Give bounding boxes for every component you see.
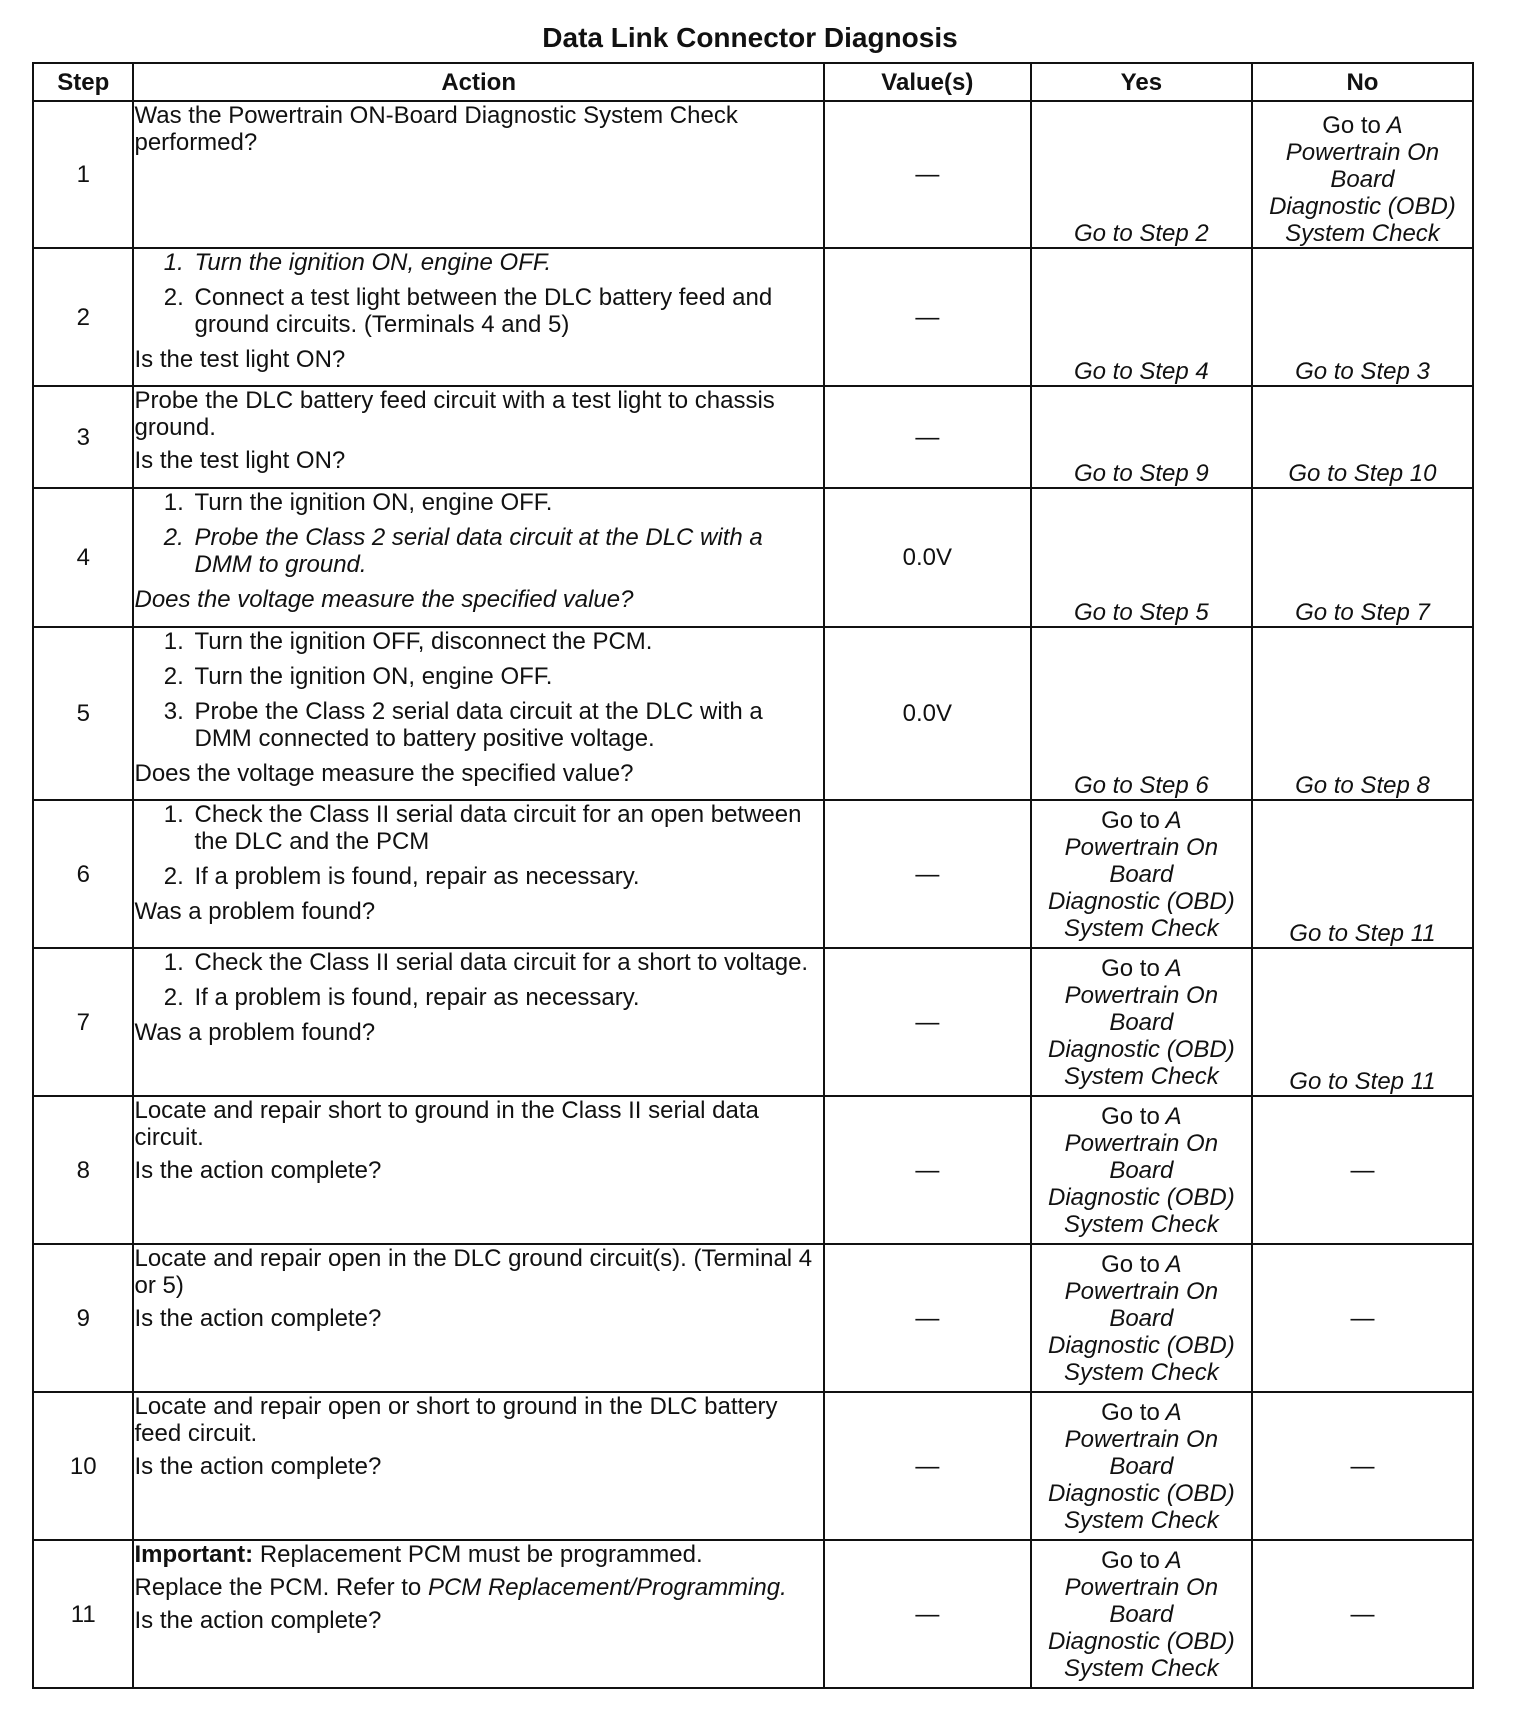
no-cell <box>1252 1540 1473 1688</box>
table-row <box>33 1244 1473 1392</box>
yes-cell <box>1031 1244 1252 1392</box>
action-text: Locate and repair open in the DLC ground circuit(s). (Terminal 4 or 5) <box>134 1245 813 1299</box>
question-text: Is the test light ON? <box>134 346 346 373</box>
obd-line: System Check <box>1064 1506 1219 1534</box>
no-cell: Go to Step 10 <box>1252 386 1473 488</box>
obd-line: System Check <box>1285 220 1440 247</box>
no-cell <box>1252 1096 1473 1244</box>
obd-check-ref <box>1032 1103 1251 1130</box>
action-cell <box>133 488 823 627</box>
value-cell: — <box>824 1244 1031 1392</box>
no-dash: — <box>1350 1156 1375 1184</box>
action-cell <box>133 386 823 488</box>
obd-line: System Check <box>1064 1358 1219 1386</box>
no-cell: Go to Step 3 <box>1252 248 1473 386</box>
action-cell <box>133 800 823 948</box>
action-cell <box>133 627 823 800</box>
ref-letter: A <box>1165 806 1182 834</box>
no-dash: — <box>1350 1600 1375 1628</box>
obd-line: System Check <box>1064 1654 1219 1682</box>
table-row <box>33 488 1473 627</box>
substep-list <box>134 949 822 1011</box>
important-text: Replacement PCM must be programmed. <box>259 1541 703 1568</box>
yes-cell <box>1031 1392 1252 1540</box>
step-number: 7 <box>33 948 133 1096</box>
go-to-text: Go to <box>1101 954 1160 982</box>
table-row <box>33 800 1473 948</box>
substep: 1. Check the Class II serial data circuit for a short to voltage. <box>190 949 822 976</box>
substep: 2. If a problem is found, repair as necessary. <box>190 984 822 1011</box>
action-cell <box>133 1540 823 1688</box>
value-cell: 0.0V <box>824 488 1031 627</box>
header-yes: Yes <box>1031 63 1252 101</box>
diagnosis-table <box>32 62 1474 1689</box>
obd-line: System Check <box>1064 1210 1219 1238</box>
obd-line: Board <box>1109 1452 1174 1480</box>
action-cell <box>133 248 823 386</box>
action-cell <box>133 1392 823 1540</box>
substep: 1. Check the Class II serial data circuit for an open between the DLC and the PCM <box>190 801 822 855</box>
page-title: Data Link Connector Diagnosis <box>542 22 958 53</box>
obd-check-ref <box>1032 807 1251 834</box>
no-cell: Go to Step 11 <box>1252 800 1473 948</box>
step-number: 3 <box>33 386 133 488</box>
go-to-text: Go to <box>1322 112 1381 139</box>
header-no: No <box>1252 63 1473 101</box>
obd-line: Diagnostic (OBD) <box>1048 1627 1235 1655</box>
important-label: Important: <box>134 1541 254 1568</box>
table-row <box>33 1392 1473 1540</box>
question-text: Was a problem found? <box>134 898 376 925</box>
obd-line: Board <box>1330 166 1395 193</box>
step-number: 6 <box>33 800 133 948</box>
go-to-text: Go to <box>1101 1102 1160 1130</box>
obd-line: Diagnostic (OBD) <box>1048 1183 1235 1211</box>
obd-line: Board <box>1109 1008 1174 1036</box>
obd-line: Board <box>1109 1304 1174 1332</box>
substep: 2. Connect a test light between the DLC battery feed and ground circuits. (Terminals 4 and 5) <box>190 284 822 338</box>
value-cell: — <box>824 1540 1031 1688</box>
table-row <box>33 101 1473 248</box>
question-text: Was a problem found? <box>134 1019 376 1046</box>
yes-cell <box>1031 1540 1252 1688</box>
value-cell: — <box>824 948 1031 1096</box>
step-number: 2 <box>33 248 133 386</box>
obd-check-ref <box>1253 112 1472 139</box>
substep: 2. Turn the ignition ON, engine OFF. <box>190 663 822 690</box>
step-number: 10 <box>33 1392 133 1540</box>
step-number: 11 <box>33 1540 133 1688</box>
no-cell <box>1252 1244 1473 1392</box>
obd-line: Powertrain On <box>1064 833 1219 861</box>
action-cell <box>133 101 823 248</box>
yes-cell: Go to Step 5 <box>1031 488 1252 627</box>
header-values: Value(s) <box>824 63 1031 101</box>
substep-list <box>134 249 822 338</box>
obd-line: Powertrain On <box>1064 1425 1219 1453</box>
obd-line: System Check <box>1064 1062 1219 1090</box>
action-text: Locate and repair open or short to ground in the DLC battery feed circuit. <box>134 1393 778 1447</box>
action-cell <box>133 1244 823 1392</box>
substep: 2. Probe the Class 2 serial data circuit at the DLC with a DMM to ground. <box>190 524 822 578</box>
yes-cell: Go to Step 4 <box>1031 248 1252 386</box>
ref-letter: A <box>1165 1102 1182 1130</box>
obd-line: Powertrain On <box>1285 139 1440 166</box>
yes-cell <box>1031 948 1252 1096</box>
step-number: 5 <box>33 627 133 800</box>
obd-check-ref <box>1032 955 1251 982</box>
yes-cell <box>1031 800 1252 948</box>
value-cell: 0.0V <box>824 627 1031 800</box>
question-text: Is the action complete? <box>134 1305 382 1332</box>
step-number: 4 <box>33 488 133 627</box>
no-dash: — <box>1350 1452 1375 1480</box>
ref-letter: A <box>1386 112 1403 139</box>
value-cell: — <box>824 800 1031 948</box>
header-step: Step <box>33 63 133 101</box>
obd-line: Diagnostic (OBD) <box>1269 193 1456 220</box>
no-dash: — <box>1350 1304 1375 1332</box>
action-text: Replace the PCM. Refer to <box>134 1574 422 1601</box>
question-text: Is the action complete? <box>134 1607 382 1634</box>
obd-line: Diagnostic (OBD) <box>1048 1331 1235 1359</box>
go-to-text: Go to <box>1101 1398 1160 1426</box>
question-text: Is the action complete? <box>134 1157 382 1184</box>
action-text: Locate and repair short to ground in the Class II serial data circuit. <box>134 1097 759 1151</box>
action-text-wrap <box>134 1574 822 1601</box>
obd-line: Diagnostic (OBD) <box>1048 1479 1235 1507</box>
value-cell: — <box>824 1096 1031 1244</box>
header-action: Action <box>133 63 823 101</box>
substep: 3. Probe the Class 2 serial data circuit at the DLC with a DMM connected to battery positive voltage. <box>190 698 822 752</box>
obd-check-ref <box>1032 1399 1251 1426</box>
yes-cell: Go to Step 6 <box>1031 627 1252 800</box>
obd-line: Powertrain On <box>1064 1573 1219 1601</box>
value-cell: — <box>824 1392 1031 1540</box>
question-text: Is the action complete? <box>134 1453 382 1480</box>
substep: 2. If a problem is found, repair as necessary. <box>190 863 822 890</box>
obd-line: Powertrain On <box>1064 981 1219 1009</box>
substep: 1. Turn the ignition OFF, disconnect the PCM. <box>190 628 822 655</box>
action-cell <box>133 1096 823 1244</box>
no-cell: Go to Step 11 <box>1252 948 1473 1096</box>
obd-line: System Check <box>1064 914 1219 942</box>
table-row <box>33 386 1473 488</box>
header-row <box>33 63 1473 101</box>
substep: 1. Turn the ignition ON, engine OFF. <box>190 249 822 276</box>
go-to-text: Go to <box>1101 1546 1160 1574</box>
question-text: Does the voltage measure the specified value? <box>134 586 634 613</box>
important-note <box>134 1541 822 1568</box>
action-text: Probe the DLC battery feed circuit with a test light to chassis ground. <box>134 387 775 441</box>
obd-line: Board <box>1109 860 1174 888</box>
substep-list <box>134 628 822 752</box>
go-to-text: Go to <box>1101 1250 1160 1278</box>
ref-letter: A <box>1165 954 1182 982</box>
yes-cell <box>1031 1096 1252 1244</box>
value-cell: — <box>824 101 1031 248</box>
table-row <box>33 627 1473 800</box>
reference-link: PCM Replacement/Programming. <box>427 1574 787 1601</box>
substep-list <box>134 801 822 890</box>
no-cell <box>1252 101 1473 248</box>
obd-line: Board <box>1109 1156 1174 1184</box>
obd-check-ref <box>1032 1251 1251 1278</box>
step-number: 9 <box>33 1244 133 1392</box>
value-cell: — <box>824 248 1031 386</box>
ref-letter: A <box>1165 1546 1182 1574</box>
no-cell: Go to Step 8 <box>1252 627 1473 800</box>
obd-check-ref <box>1032 1547 1251 1574</box>
table-row <box>33 1540 1473 1688</box>
substep: 1. Turn the ignition ON, engine OFF. <box>190 489 822 516</box>
obd-line: Powertrain On <box>1064 1129 1219 1157</box>
ref-letter: A <box>1165 1250 1182 1278</box>
question-text: Does the voltage measure the specified value? <box>134 760 634 787</box>
no-cell: Go to Step 7 <box>1252 488 1473 627</box>
table-row <box>33 248 1473 386</box>
action-cell <box>133 948 823 1096</box>
no-cell <box>1252 1392 1473 1540</box>
step-number: 8 <box>33 1096 133 1244</box>
value-cell: — <box>824 386 1031 488</box>
ref-letter: A <box>1165 1398 1182 1426</box>
action-text: Was the Powertrain ON-Board Diagnostic System Check performed? <box>134 102 738 156</box>
substep-list <box>134 489 822 578</box>
question-text: Is the test light ON? <box>134 447 346 474</box>
obd-line: Powertrain On <box>1064 1277 1219 1305</box>
obd-line: Diagnostic (OBD) <box>1048 1035 1235 1063</box>
yes-cell: Go to Step 2 <box>1031 101 1252 248</box>
table-row <box>33 948 1473 1096</box>
table-row <box>33 1096 1473 1244</box>
go-to-text: Go to <box>1101 806 1160 834</box>
yes-cell: Go to Step 9 <box>1031 386 1252 488</box>
obd-line: Diagnostic (OBD) <box>1048 887 1235 915</box>
obd-line: Board <box>1109 1600 1174 1628</box>
step-number: 1 <box>33 101 133 248</box>
